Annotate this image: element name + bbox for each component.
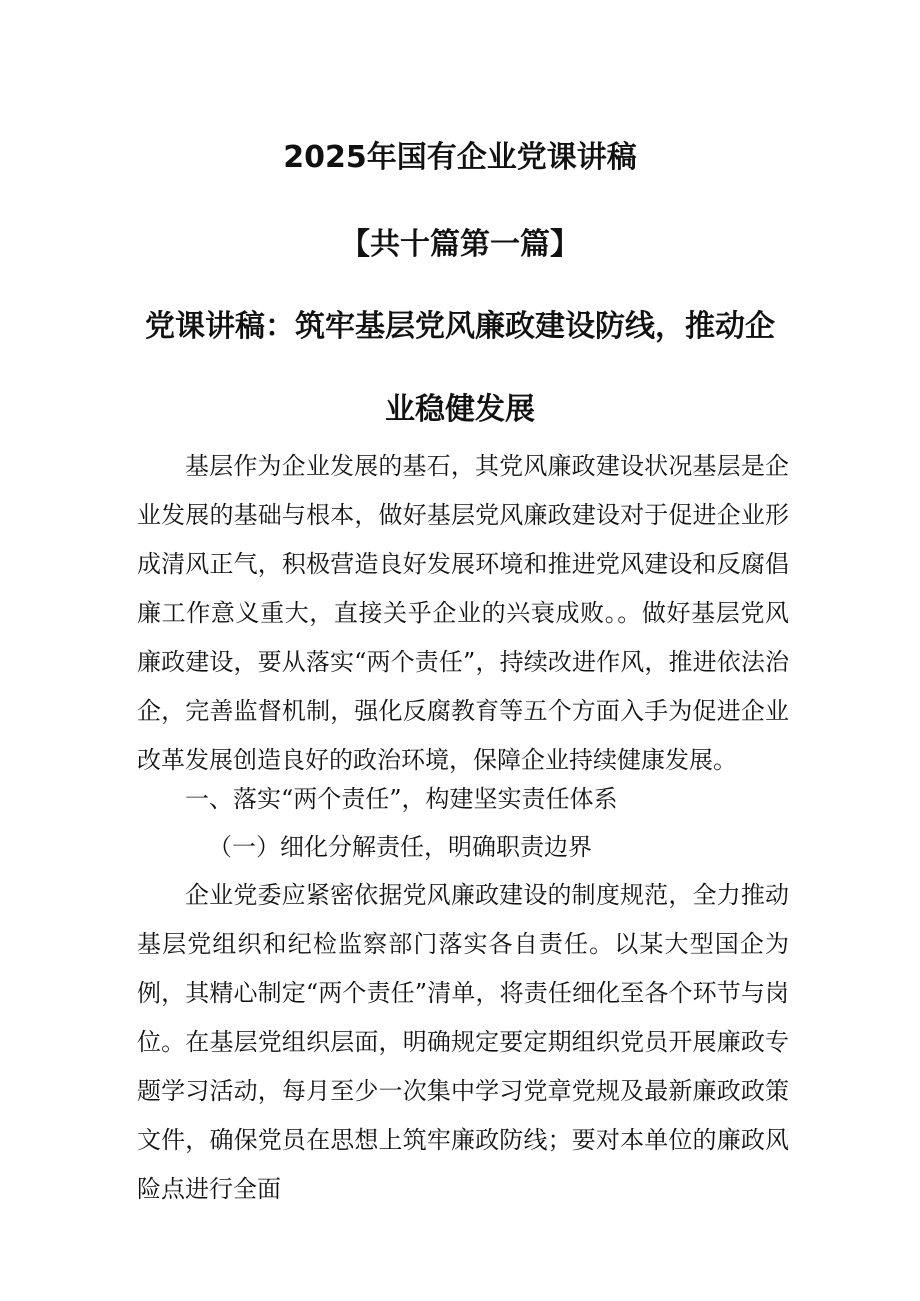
document-subtitle-line-1: 党课讲稿：筑牢基层党风廉政建设防线，推动企 (145, 309, 775, 344)
document-title: 2025年国有企业党课讲稿 (283, 140, 637, 175)
section-1-heading: 一、落实“两个责任”，构建坚实责任体系 (185, 785, 618, 813)
document-subtitle-line-2: 业稳健发展 (385, 392, 535, 427)
section-1-1-heading: （一）细化分解责任，明确职责边界 (208, 833, 592, 861)
intro-paragraph: 基层作为企业发展的基石，其党风廉政建设状况基层是企业发展的基础与根本，做好基层党风廉政建设对于促进企业形成清风正气，积极营造良好发展环境和推进党风建设和反腐倡廉工作意义重大，直接关乎企业的兴衰成败。。做好基层党风廉政建设，要从落实“两个责任”，持续改进作风，推进依法治企，完善监督机制，强化反腐教育等五个方面入手为促进企业改革发展创造良好的政治环境，保障企业持续健康发展。 (137, 452, 789, 774)
section-1-1-paragraph: 企业党委应紧密依据党风廉政建设的制度规范，全力推动基层党组织和纪检监察部门落实各自责任。以某大型国企为例，其精心制定“两个责任”清单，将责任细化至各个环节与岗位。在基层党组织层面，明确规定要定期组织党员开展廉政专题学习活动，每月至少一次集中学习党章党规及最新廉政政策文件，确保党员在思想上筑牢廉政防线；要对本单位的廉政风险点进行全面 (137, 881, 789, 1203)
document-series-label: 【共十篇第一篇】 (340, 227, 580, 262)
